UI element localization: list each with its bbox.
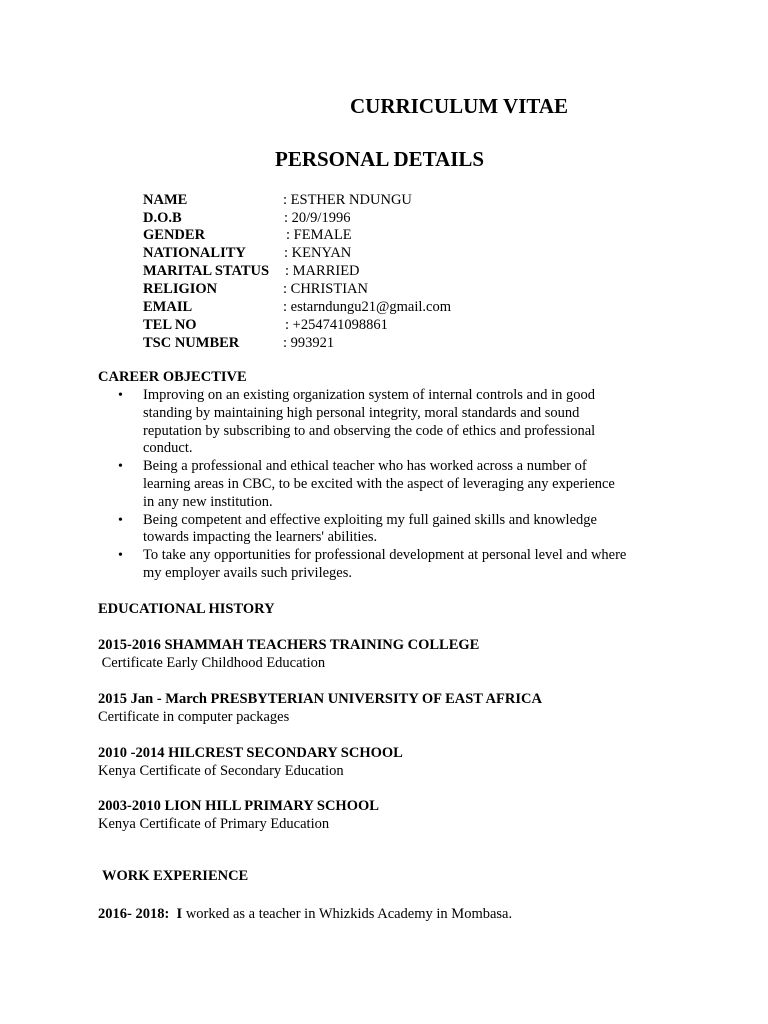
personal-detail-label: NATIONALITY [143,245,246,261]
career-objective-list [98,387,628,583]
personal-detail-value: : estarndungu21@gmail.com [283,299,451,315]
education-entry-detail-text: Certificate Early Childhood Education [101,655,326,671]
education-entry-detail: Kenya Certificate of Secondary Education [98,763,344,779]
personal-detail-label: TSC NUMBER [143,335,240,351]
bullet-icon: • [118,512,123,528]
personal-detail-value: : FEMALE [286,227,352,243]
personal-detail-label: RELIGION [143,281,218,297]
list-item-text: Being a professional and ethical teacher who has worked across a number of learning areas in CBC, to be excited with the aspect of leveraging any experience in any new institution. [143,458,615,510]
personal-detail-value: : +254741098861 [285,317,388,333]
education-entry-title: 2010 -2014 HILCREST SECONDARY SCHOOL [98,745,403,761]
personal-detail-label: GENDER [143,227,206,243]
personal-detail-label: TEL NO [143,317,197,333]
education-entry-detail: Kenya Certificate of Primary Education [98,816,330,832]
work-experience-entry [98,905,512,923]
bullet-icon: • [118,388,123,403]
work-experience-heading: WORK EXPERIENCE [102,868,249,884]
personal-detail-value: : 993921 [283,335,335,351]
personal-detail-value: : 20/9/1996 [284,210,351,226]
personal-detail-label: MARITAL STATUS [143,263,270,279]
personal-details-heading: PERSONAL DETAILS [275,147,485,171]
list-item-text: Improving on an existing organization system of internal controls and in good standing by maintaining high personal integrity, moral standards and sound reputation by subscribing to and observing the code of ethics and professional conduct. [143,387,596,457]
work-experience-text: worked as a teacher in Whizkids Academy in Mombasa. [185,906,513,922]
work-experience-period: 2016- 2018: [98,906,170,922]
personal-detail-value: : ESTHER NDUNGU [283,192,412,208]
personal-detail-value: : CHRISTIAN [283,281,368,297]
list-item [98,387,628,458]
personal-detail-value: : MARRIED [285,263,360,279]
list-item [98,458,628,511]
education-entry-detail [98,654,325,672]
bullet-icon: • [118,459,123,475]
educational-history-heading: EDUCATIONAL HISTORY [98,601,275,617]
personal-detail-label: EMAIL [143,299,193,315]
list-item [98,512,628,548]
bullet-icon: • [118,548,123,564]
document-title: CURRICULUM VITAE [350,94,568,118]
list-item [98,547,628,583]
work-experience-pronoun: I [176,906,183,922]
education-entry-title: 2015 Jan - March PRESBYTERIAN UNIVERSITY OF EAST AFRICA [98,691,542,707]
personal-detail-label: NAME [143,192,188,208]
personal-detail-label: D.O.B [143,210,182,226]
list-item-text: To take any opportunities for professional development at personal level and where my employer avails such privileges. [143,547,627,581]
education-entry-title: 2015-2016 SHAMMAH TEACHERS TRAINING COLLEGE [98,637,480,653]
personal-detail-value: : KENYAN [284,245,352,261]
list-item-text: Being competent and effective exploiting my full gained skills and knowledge towards impacting the learners' abilities. [143,511,597,546]
career-objective-heading: CAREER OBJECTIVE [98,369,247,385]
education-entry-detail: Certificate in computer packages [98,709,290,725]
education-entry-title: 2003-2010 LION HILL PRIMARY SCHOOL [98,798,379,814]
